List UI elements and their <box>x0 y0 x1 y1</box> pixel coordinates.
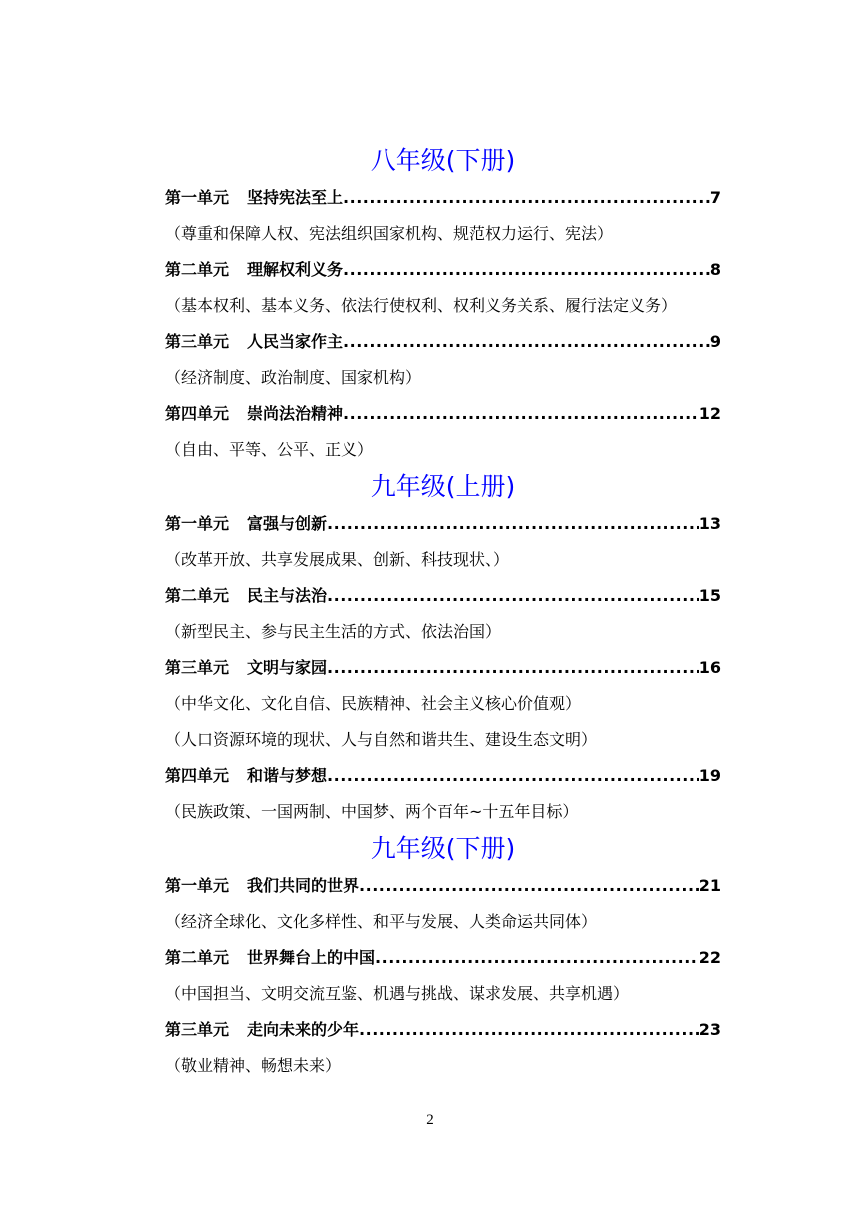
toc-entry[interactable] <box>165 396 721 432</box>
unit-number: 第三单元 <box>165 658 230 677</box>
unit-title: 崇尚法治精神 <box>247 404 344 423</box>
page-number-ref: 12 <box>698 404 721 423</box>
unit-topics: （自由、平等、公平、正义） <box>165 440 374 459</box>
unit-number: 第一单元 <box>165 876 230 895</box>
toc-entry[interactable] <box>165 758 721 794</box>
toc-entry[interactable] <box>165 578 721 614</box>
dot-leader <box>343 396 699 432</box>
page-number-ref: 21 <box>698 876 721 895</box>
page-number-ref: 8 <box>709 260 721 279</box>
unit-topics: （中华文化、文化自信、民族精神、社会主义核心价值观） <box>165 694 582 713</box>
page-number-ref: 19 <box>698 766 721 785</box>
section-title: 九年级(上册) <box>370 472 516 501</box>
section-title: 九年级(下册) <box>370 834 516 863</box>
unit-number: 第三单元 <box>165 332 230 351</box>
page-number-ref: 15 <box>698 586 721 605</box>
unit-title: 民主与法治 <box>247 586 328 605</box>
unit-number: 第二单元 <box>165 260 230 279</box>
dot-leader <box>343 252 710 288</box>
dot-leader <box>343 324 710 360</box>
unit-title: 坚持宪法至上 <box>247 188 344 207</box>
dot-leader <box>327 578 699 614</box>
dot-leader <box>327 506 699 542</box>
unit-topics: （敬业精神、畅想未来） <box>165 1056 342 1075</box>
page-number-ref: 9 <box>709 332 721 351</box>
dot-leader <box>343 180 710 216</box>
page-number: 2 <box>426 1112 434 1128</box>
toc-entry[interactable] <box>165 506 721 542</box>
unit-number: 第二单元 <box>165 948 230 967</box>
toc-entry[interactable] <box>165 180 721 216</box>
unit-number: 第三单元 <box>165 1020 230 1039</box>
page-number-ref: 23 <box>698 1020 721 1039</box>
dot-leader <box>359 1012 699 1048</box>
unit-topics: （人口资源环境的现状、人与自然和谐共生、建设生态文明） <box>165 730 598 749</box>
toc-entry[interactable] <box>165 252 721 288</box>
unit-number: 第四单元 <box>165 766 230 785</box>
page-number-ref: 16 <box>698 658 721 677</box>
toc-entry[interactable] <box>165 1012 721 1048</box>
dot-leader <box>327 758 699 794</box>
unit-title: 走向未来的少年 <box>247 1020 360 1039</box>
unit-topics: （经济全球化、文化多样性、和平与发展、人类命运共同体） <box>165 912 598 931</box>
unit-number: 第一单元 <box>165 514 230 533</box>
unit-number: 第四单元 <box>165 404 230 423</box>
section-title: 八年级(下册) <box>370 146 516 175</box>
dot-leader <box>327 650 699 686</box>
toc-entry[interactable] <box>165 324 721 360</box>
unit-number: 第二单元 <box>165 586 230 605</box>
unit-title: 世界舞台上的中国 <box>247 948 376 967</box>
table-of-contents <box>165 142 721 1084</box>
unit-title: 和谐与梦想 <box>247 766 328 785</box>
toc-entry[interactable] <box>165 650 721 686</box>
unit-title: 文明与家园 <box>247 658 328 677</box>
toc-entry[interactable] <box>165 940 721 976</box>
unit-title: 我们共同的世界 <box>247 876 360 895</box>
toc-entry[interactable] <box>165 868 721 904</box>
unit-title: 理解权利义务 <box>247 260 344 279</box>
page-number-ref: 13 <box>698 514 721 533</box>
dot-leader <box>359 868 699 904</box>
unit-topics: （基本权利、基本义务、依法行使权利、权利义务关系、履行法定义务） <box>165 296 678 315</box>
unit-topics: （改革开放、共享发展成果、创新、科技现状、） <box>165 550 510 569</box>
unit-title: 人民当家作主 <box>247 332 344 351</box>
page-number-ref: 22 <box>698 948 721 967</box>
unit-title: 富强与创新 <box>247 514 328 533</box>
unit-topics: （尊重和保障人权、宪法组织国家机构、规范权力运行、宪法） <box>165 224 614 243</box>
unit-number: 第一单元 <box>165 188 230 207</box>
dot-leader <box>375 940 699 976</box>
page-number-ref: 7 <box>709 188 721 207</box>
unit-topics: （中国担当、文明交流互鉴、机遇与挑战、谋求发展、共享机遇） <box>165 984 630 1003</box>
unit-topics: （经济制度、政治制度、国家机构） <box>165 368 422 387</box>
unit-topics: （新型民主、参与民主生活的方式、依法治国） <box>165 622 502 641</box>
unit-topics: （民族政策、一国两制、中国梦、两个百年~十五年目标） <box>165 802 579 821</box>
